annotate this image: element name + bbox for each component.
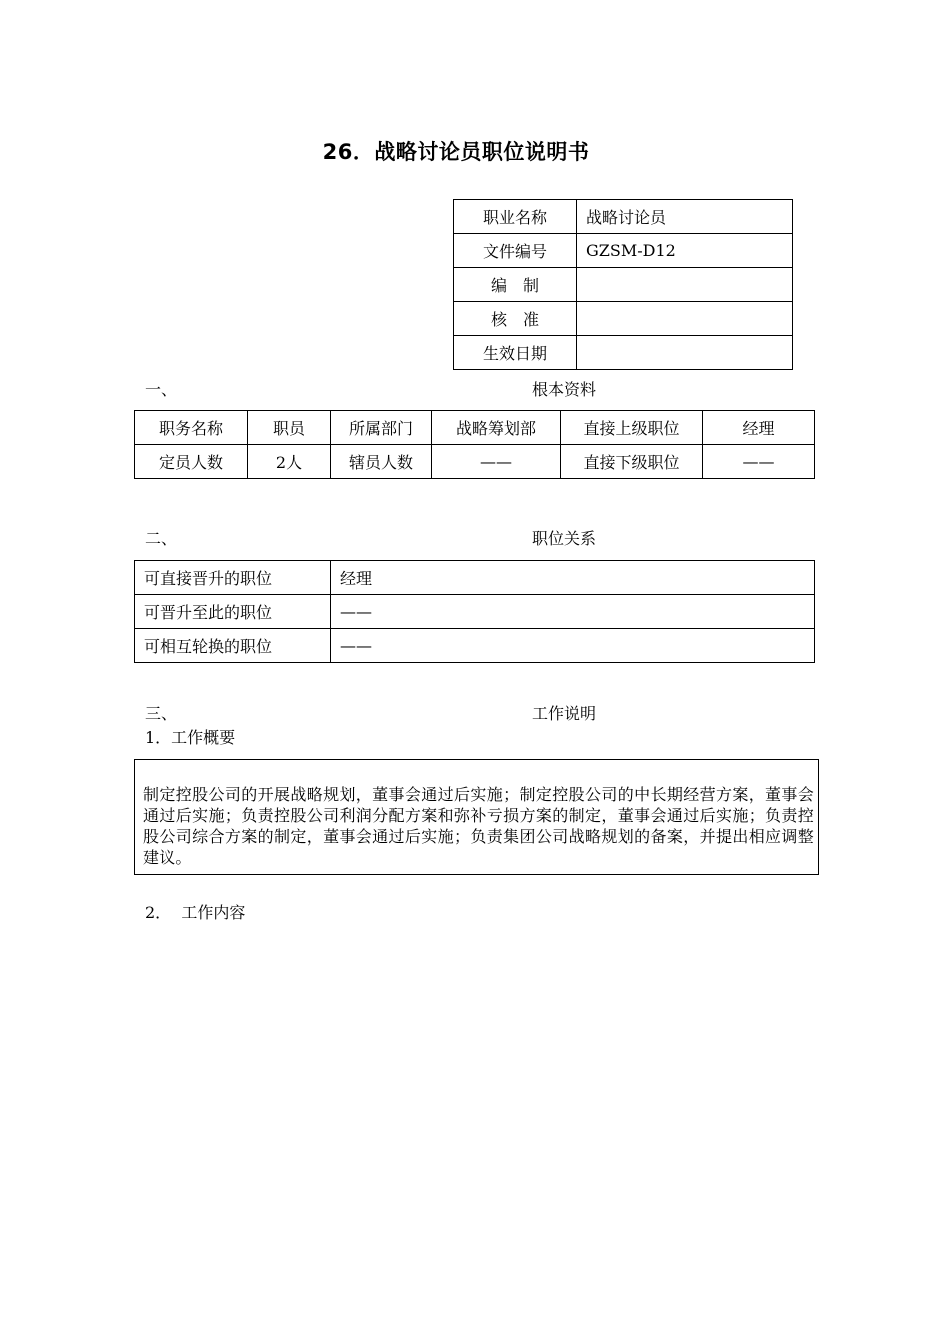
relation-value: 经理 (331, 561, 815, 595)
meta-label: 编 制 (454, 268, 577, 302)
table-row (135, 445, 815, 479)
meta-row (454, 336, 793, 370)
section-number: 一、 (145, 380, 178, 399)
relation-label: 可晋升至此的职位 (135, 595, 331, 629)
section-title: 根本资料 (532, 380, 597, 399)
relation-label: 可相互轮换的职位 (135, 629, 331, 663)
position-relations-table (134, 560, 815, 663)
table-row (135, 595, 815, 629)
table-cell: —— (703, 445, 815, 479)
section-number: 二、 (145, 529, 178, 548)
meta-value: GZSM-D12 (577, 234, 793, 268)
table-cell: 职员 (248, 411, 331, 445)
work-summary-text: 制定控股公司的开展战略规划，董事会通过后实施；制定控股公司的中长期经营方案，董事会通过后实施；负责控股公司利润分配方案和弥补亏损方案的制定，董事会通过后实施；负责控股公司综合方案的制定，董事会通过后实施；负责集团公司战略规划的备案，并提出相应调整建议。 (143, 785, 814, 867)
basic-info-table (134, 410, 815, 479)
table-row (135, 629, 815, 663)
meta-row (454, 200, 793, 234)
meta-row (454, 234, 793, 268)
relation-value: —— (331, 629, 815, 663)
section-title: 工作说明 (532, 704, 597, 723)
meta-value: 战略讨论员 (577, 200, 793, 234)
table-cell: —— (432, 445, 561, 479)
table-cell: 经理 (703, 411, 815, 445)
work-summary-box (134, 759, 819, 875)
relation-value: —— (331, 595, 815, 629)
document-meta-table (453, 199, 793, 370)
meta-label: 文件编号 (454, 234, 577, 268)
table-row (135, 561, 815, 595)
table-cell: 所属部门 (331, 411, 432, 445)
section-title: 职位关系 (532, 529, 597, 548)
meta-value (577, 336, 793, 370)
meta-label: 生效日期 (454, 336, 577, 370)
relation-label: 可直接晋升的职位 (135, 561, 331, 595)
table-cell: 职务名称 (135, 411, 248, 445)
subheading-summary: 1．工作概要 (145, 728, 236, 747)
meta-value (577, 302, 793, 336)
table-cell: 直接上级职位 (561, 411, 703, 445)
table-cell: 2人 (248, 445, 331, 479)
meta-label: 职业名称 (454, 200, 577, 234)
meta-value (577, 268, 793, 302)
table-cell: 战略筹划部 (432, 411, 561, 445)
meta-row (454, 268, 793, 302)
table-cell: 辖员人数 (331, 445, 432, 479)
table-row (135, 411, 815, 445)
subheading-content: 2． 工作内容 (145, 903, 246, 922)
page-title: 26．战略讨论员职位说明书 (322, 140, 590, 164)
section-number: 三、 (145, 704, 178, 723)
table-cell: 定员人数 (135, 445, 248, 479)
meta-label: 核 准 (454, 302, 577, 336)
meta-row (454, 302, 793, 336)
table-cell: 直接下级职位 (561, 445, 703, 479)
